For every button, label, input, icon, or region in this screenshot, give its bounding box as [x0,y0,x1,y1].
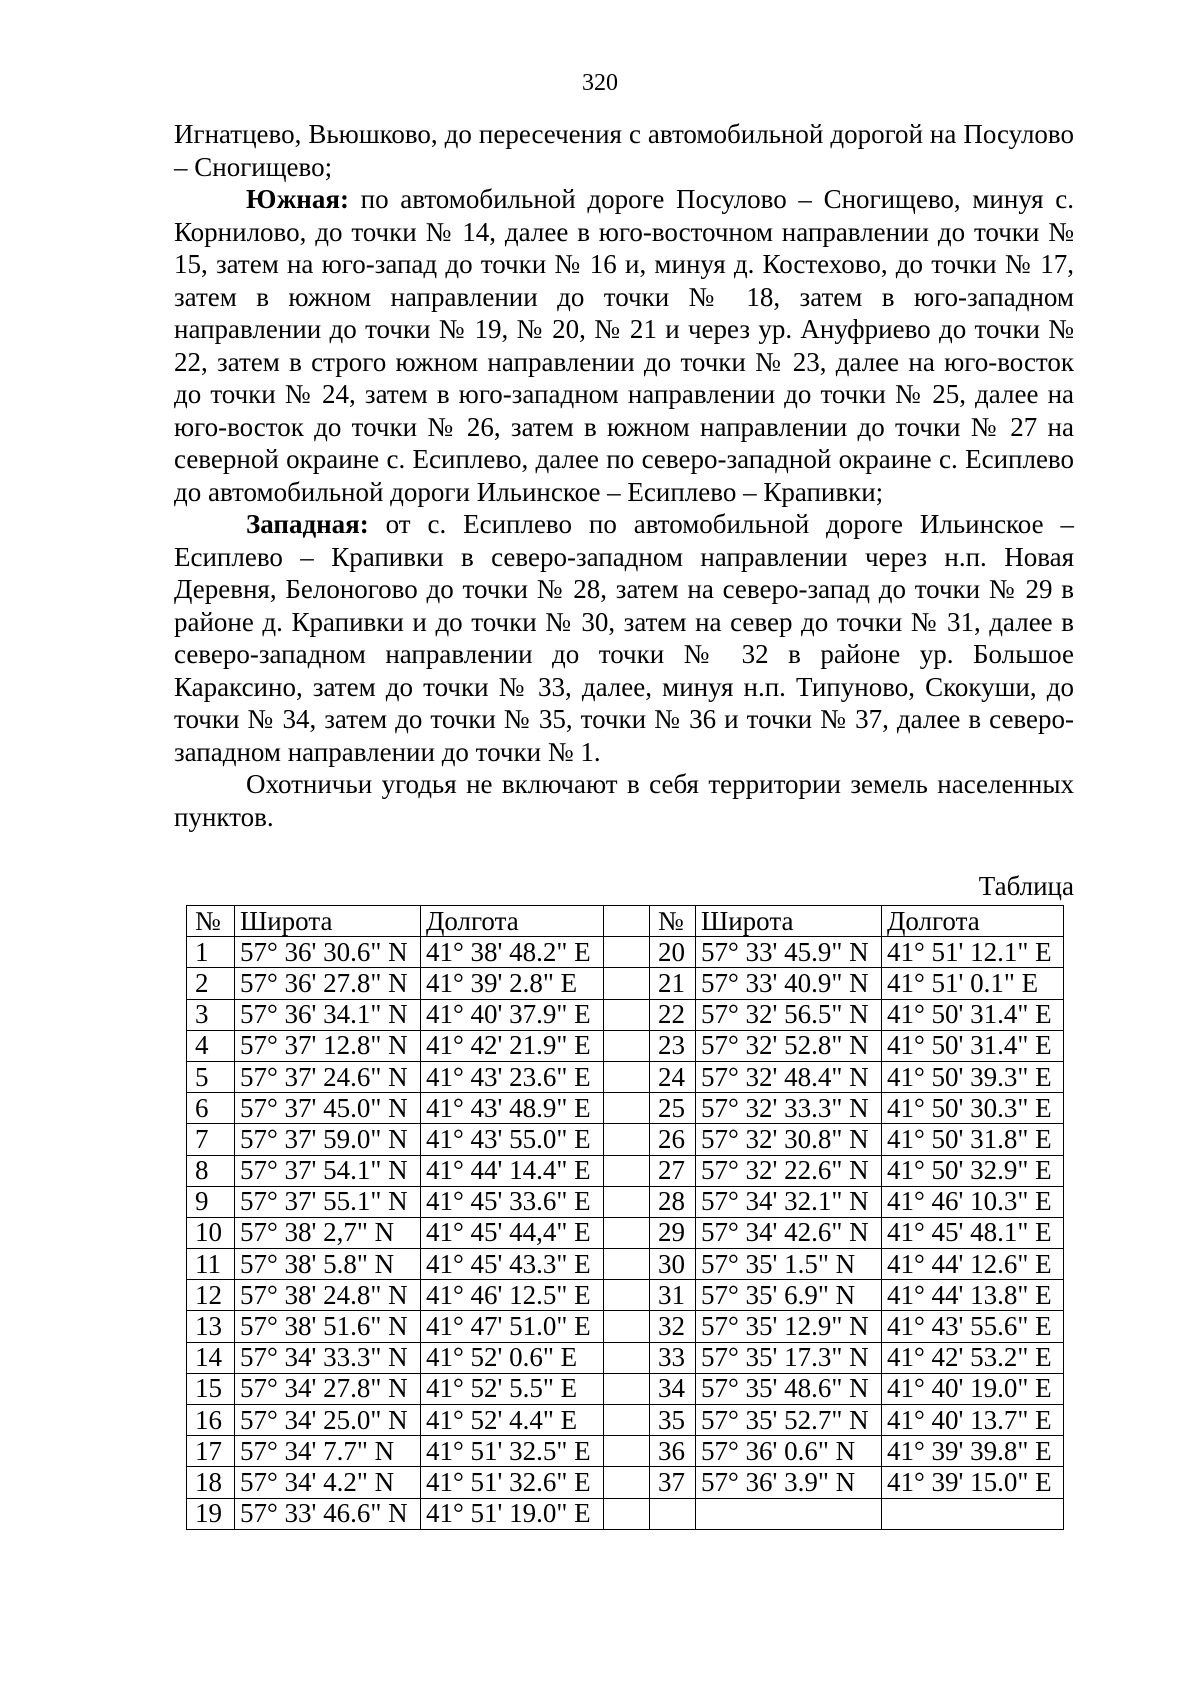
cell-longitude: 41° 50' 32.9" E [882,1155,1064,1186]
cell-spacer [604,1061,650,1092]
cell-point-number: 11 [187,1249,235,1280]
cell-point-number: 16 [187,1405,235,1436]
cell-latitude: 57° 37' 12.8" N [235,1030,421,1061]
cell-point-number: 8 [187,1155,235,1186]
cell-spacer [604,1467,650,1498]
header-longitude: Долгота [421,906,604,937]
paragraph-text: от с. Есиплево по автомобильной дороге Ильинское – Есиплево – Крапивки в северо-западном направлении через н.п. Новая Деревня, Белоногово до точки № 28, затем на северо-запад до точки № 29 в районе д. Крапивки и до точки № 30, затем на север до точки № 31, далее в северо-западном направлении до точки № 32 в районе ур. Большое Караксино, затем до точки № 33, далее, минуя н.п. Типуново, Скокуши, до точки № 34, затем до точки № 35, точки № 36 и точки № 37, далее в северо-западном направлении до точки № 1. [174,509,1074,767]
cell-spacer [604,1124,650,1155]
header-latitude: Широта [235,906,421,937]
cell-point-number: 30 [650,1249,696,1280]
cell-point-number: 14 [187,1342,235,1373]
cell-spacer [604,1155,650,1186]
cell-longitude: 41° 52' 0.6" E [421,1342,604,1373]
header-point-number: № [650,906,696,937]
paragraph-continuation [174,118,1074,183]
cell-point-number: 6 [187,1093,235,1124]
cell-point-number: 31 [650,1280,696,1311]
table-row [187,1436,1064,1467]
cell-longitude: 41° 39' 39.8" E [882,1436,1064,1467]
cell-latitude: 57° 37' 45.0" N [235,1093,421,1124]
cell-latitude: 57° 36' 30.6" N [235,937,421,968]
table-row [187,1155,1064,1186]
paragraph-note [174,768,1074,833]
paragraph-heading: Западная: [246,509,369,539]
paragraph-text: по автомобильной дороге Посулово – Сногищево, минуя с. Корнилово, до точки № 14, далее в юго-восточном направлении до точки № 15, затем на юго-запад до точки № 16 и, минуя д. Костехово, до точки № 17, затем в южном направлении до точки № 18, затем в юго-западном направлении до точки № 19, № 20, № 21 и через ур. Ануфриево до точки № 22, затем в строго южном направлении до точки № 23, далее на юго-восток до точки № 24, затем в юго-западном направлении до точки № 25, далее на юго-восток до точки № 26, затем в южном направлении до точки № 27 на северной окраине с. Есиплево, далее по северо-западной окраине с. Есиплево до автомобильной дороги Ильинское – Есиплево – Крапивки; [174,184,1074,507]
table-caption: Таблица [978,871,1074,901]
cell-point-number: 10 [187,1217,235,1248]
table-row [187,1498,1064,1529]
table-row [187,1467,1064,1498]
coordinates-table-body [187,906,1064,1530]
cell-point-number: 13 [187,1311,235,1342]
cell-longitude: 41° 43' 55.6" E [882,1311,1064,1342]
cell-latitude: 57° 34' 42.6" N [696,1217,882,1248]
cell-point-number: 20 [650,937,696,968]
cell-point-number: 26 [650,1124,696,1155]
table-row [187,1061,1064,1092]
cell-latitude: 57° 36' 34.1" N [235,999,421,1030]
cell-point-number: 18 [187,1467,235,1498]
cell-longitude: 41° 42' 21.9" E [421,1030,604,1061]
cell-latitude: 57° 35' 12.9" N [696,1311,882,1342]
cell-latitude: 57° 37' 59.0" N [235,1124,421,1155]
cell-latitude: 57° 35' 48.6" N [696,1373,882,1404]
cell-longitude: 41° 51' 12.1" E [882,937,1064,968]
cell-latitude: 57° 37' 55.1" N [235,1186,421,1217]
cell-point-number: 28 [650,1186,696,1217]
cell-latitude: 57° 38' 5.8" N [235,1249,421,1280]
cell-latitude: 57° 34' 7.7" N [235,1436,421,1467]
paragraph-text: Охотничьи угодья не включают в себя территории земель населенных пунктов. [174,769,1074,832]
cell-longitude: 41° 43' 48.9" E [421,1093,604,1124]
cell-latitude: 57° 32' 56.5" N [696,999,882,1030]
paragraph-west-boundary [174,508,1074,768]
cell-spacer [604,937,650,968]
table-row [187,968,1064,999]
cell-point-number: 12 [187,1280,235,1311]
cell-point-number: 4 [187,1030,235,1061]
cell-latitude: 57° 33' 45.9" N [696,937,882,968]
header-longitude: Долгота [882,906,1064,937]
cell-longitude: 41° 51' 32.5" E [421,1436,604,1467]
table-row [187,1373,1064,1404]
table-row [187,999,1064,1030]
table-header-row [187,906,1064,937]
cell-longitude [882,1498,1064,1529]
paragraph-south-boundary [174,183,1074,508]
header-point-number: № [187,906,235,937]
cell-latitude: 57° 32' 48.4" N [696,1061,882,1092]
table-row [187,1186,1064,1217]
cell-latitude: 57° 36' 27.8" N [235,968,421,999]
cell-spacer [604,1030,650,1061]
cell-point-number: 22 [650,999,696,1030]
cell-point-number: 24 [650,1061,696,1092]
cell-spacer [604,1373,650,1404]
cell-point-number: 29 [650,1217,696,1248]
cell-point-number: 17 [187,1436,235,1467]
cell-point-number: 27 [650,1155,696,1186]
cell-point-number: 19 [187,1498,235,1529]
cell-spacer [604,1249,650,1280]
cell-latitude: 57° 34' 33.3" N [235,1342,421,1373]
cell-spacer [604,1311,650,1342]
cell-latitude: 57° 32' 30.8" N [696,1124,882,1155]
table-row [187,1030,1064,1061]
cell-latitude: 57° 32' 33.3" N [696,1093,882,1124]
cell-latitude: 57° 32' 22.6" N [696,1155,882,1186]
cell-point-number: 25 [650,1093,696,1124]
page-number: 320 [582,70,618,96]
header-spacer [604,906,650,937]
cell-longitude: 41° 50' 31.4" E [882,1030,1064,1061]
coordinates-table [186,905,1064,1530]
cell-latitude: 57° 33' 46.6" N [235,1498,421,1529]
cell-latitude: 57° 32' 52.8" N [696,1030,882,1061]
cell-longitude: 41° 38' 48.2" E [421,937,604,968]
cell-spacer [604,968,650,999]
paragraph-heading: Южная: [246,184,349,214]
cell-longitude: 41° 40' 19.0" E [882,1373,1064,1404]
cell-latitude: 57° 36' 3.9" N [696,1467,882,1498]
cell-longitude: 41° 43' 23.6" E [421,1061,604,1092]
cell-spacer [604,1280,650,1311]
cell-longitude: 41° 47' 51.0" E [421,1311,604,1342]
cell-point-number: 7 [187,1124,235,1155]
table-row [187,1124,1064,1155]
cell-latitude: 57° 33' 40.9" N [696,968,882,999]
document-body [174,118,1074,833]
cell-longitude: 41° 39' 15.0" E [882,1467,1064,1498]
cell-longitude: 41° 40' 37.9" E [421,999,604,1030]
cell-latitude: 57° 38' 24.8" N [235,1280,421,1311]
cell-spacer [604,1405,650,1436]
cell-longitude: 41° 45' 48.1" E [882,1217,1064,1248]
cell-latitude [696,1498,882,1529]
cell-point-number: 5 [187,1061,235,1092]
cell-point-number: 32 [650,1311,696,1342]
cell-longitude: 41° 43' 55.0" E [421,1124,604,1155]
cell-longitude: 41° 50' 30.3" E [882,1093,1064,1124]
cell-longitude: 41° 51' 32.6" E [421,1467,604,1498]
cell-latitude: 57° 35' 52.7" N [696,1405,882,1436]
table-row [187,1405,1064,1436]
cell-longitude: 41° 45' 44,4" E [421,1217,604,1248]
cell-point-number: 34 [650,1373,696,1404]
cell-longitude: 41° 51' 0.1" E [882,968,1064,999]
cell-point-number: 15 [187,1373,235,1404]
header-latitude: Широта [696,906,882,937]
paragraph-text: Игнатцево, Вьюшково, до пересечения с автомобильной дорогой на Посулово – Сногищево; [174,119,1074,182]
cell-point-number: 37 [650,1467,696,1498]
cell-longitude: 41° 44' 12.6" E [882,1249,1064,1280]
cell-latitude: 57° 37' 24.6" N [235,1061,421,1092]
cell-point-number: 1 [187,937,235,968]
cell-latitude: 57° 38' 2,7" N [235,1217,421,1248]
table-row [187,1280,1064,1311]
cell-spacer [604,1436,650,1467]
cell-latitude: 57° 34' 4.2" N [235,1467,421,1498]
cell-latitude: 57° 34' 32.1" N [696,1186,882,1217]
cell-latitude: 57° 37' 54.1" N [235,1155,421,1186]
cell-point-number: 3 [187,999,235,1030]
cell-point-number: 35 [650,1405,696,1436]
cell-longitude: 41° 40' 13.7" E [882,1405,1064,1436]
table-row [187,1249,1064,1280]
cell-point-number: 9 [187,1186,235,1217]
cell-latitude: 57° 35' 6.9" N [696,1280,882,1311]
cell-longitude: 41° 52' 4.4" E [421,1405,604,1436]
cell-longitude: 41° 39' 2.8" E [421,968,604,999]
cell-longitude: 41° 44' 14.4" E [421,1155,604,1186]
cell-point-number [650,1498,696,1529]
cell-latitude: 57° 36' 0.6" N [696,1436,882,1467]
cell-latitude: 57° 34' 27.8" N [235,1373,421,1404]
cell-point-number: 23 [650,1030,696,1061]
table-row [187,1217,1064,1248]
cell-longitude: 41° 50' 31.4" E [882,999,1064,1030]
cell-longitude: 41° 46' 10.3" E [882,1186,1064,1217]
cell-latitude: 57° 35' 17.3" N [696,1342,882,1373]
cell-latitude: 57° 38' 51.6" N [235,1311,421,1342]
cell-spacer [604,1093,650,1124]
cell-point-number: 2 [187,968,235,999]
cell-latitude: 57° 35' 1.5" N [696,1249,882,1280]
cell-latitude: 57° 34' 25.0" N [235,1405,421,1436]
cell-point-number: 36 [650,1436,696,1467]
cell-point-number: 21 [650,968,696,999]
table-row [187,1311,1064,1342]
cell-spacer [604,1186,650,1217]
cell-longitude: 41° 51' 19.0" E [421,1498,604,1529]
cell-longitude: 41° 46' 12.5" E [421,1280,604,1311]
cell-spacer [604,1217,650,1248]
cell-longitude: 41° 45' 33.6" E [421,1186,604,1217]
table-row [187,937,1064,968]
cell-point-number: 33 [650,1342,696,1373]
table-row [187,1093,1064,1124]
cell-longitude: 41° 42' 53.2" E [882,1342,1064,1373]
cell-spacer [604,999,650,1030]
cell-spacer [604,1342,650,1373]
cell-longitude: 41° 45' 43.3" E [421,1249,604,1280]
cell-longitude: 41° 44' 13.8" E [882,1280,1064,1311]
cell-longitude: 41° 50' 31.8" E [882,1124,1064,1155]
cell-longitude: 41° 52' 5.5" E [421,1373,604,1404]
table-row [187,1342,1064,1373]
cell-longitude: 41° 50' 39.3" E [882,1061,1064,1092]
cell-spacer [604,1498,650,1529]
